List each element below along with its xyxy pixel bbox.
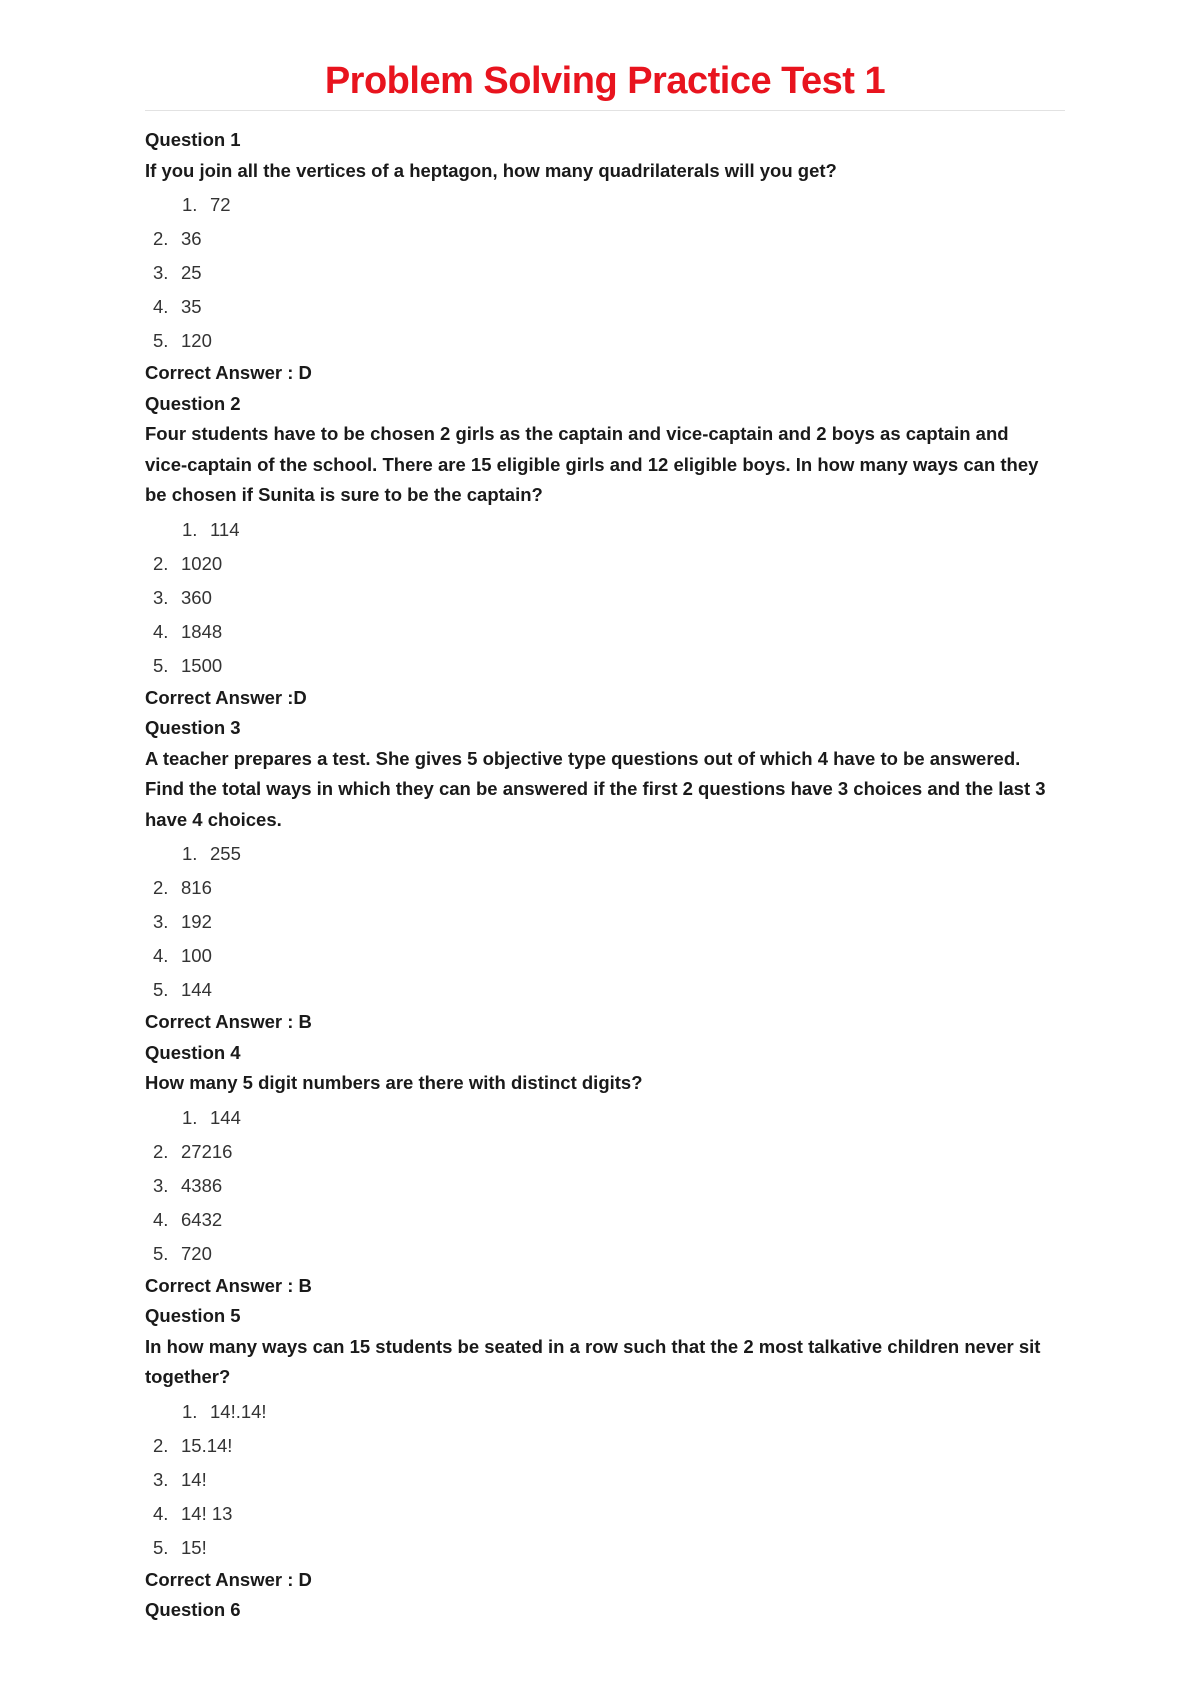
option-item — [145, 837, 1065, 871]
option-value: 72 — [210, 194, 231, 215]
question-label: Question 3 — [145, 717, 241, 738]
option-value: 35 — [181, 296, 202, 317]
option-list — [145, 513, 1065, 683]
option-item — [145, 256, 1065, 290]
option-number: 1. — [182, 843, 198, 864]
question-block — [145, 389, 1065, 714]
option-item — [145, 513, 1065, 547]
option-item — [145, 1497, 1065, 1531]
option-number: 2. — [153, 877, 169, 898]
option-value: 4386 — [181, 1174, 223, 1196]
option-item — [145, 188, 1065, 222]
option-item — [145, 222, 1065, 256]
option-item — [145, 1429, 1065, 1463]
title-divider — [145, 110, 1065, 111]
option-value: 816 — [181, 877, 212, 898]
option-item — [145, 1395, 1065, 1429]
option-item — [145, 973, 1065, 1007]
question-label: Question 4 — [145, 1041, 241, 1063]
option-value: 15! — [181, 1536, 207, 1558]
option-number: 2. — [153, 552, 169, 574]
question-text: How many 5 digit numbers are there with distinct digits? — [145, 1072, 643, 1093]
question-text: Four students have to be chosen 2 girls as the captain and vice-captain and 2 boys as captain and vice-captain of the school. There are 15 eligible girls and 12 eligible boys. In how many ways can they be chosen if Sunita is sure to be the captain? — [145, 423, 1039, 505]
option-item — [145, 871, 1065, 905]
option-list — [145, 1395, 1065, 1565]
option-value: 192 — [181, 911, 212, 932]
option-number: 4. — [153, 620, 169, 642]
option-list — [145, 837, 1065, 1007]
option-number: 4. — [153, 945, 169, 966]
option-number: 5. — [153, 979, 169, 1000]
option-number: 3. — [153, 1468, 169, 1490]
option-number: 1. — [182, 1106, 198, 1128]
option-item — [145, 1169, 1065, 1203]
option-number: 5. — [153, 654, 169, 676]
option-number: 4. — [153, 1208, 169, 1230]
option-item — [145, 324, 1065, 358]
option-number: 1. — [182, 1400, 198, 1422]
correct-answer: Correct Answer : B — [145, 1274, 312, 1296]
question-text: If you join all the vertices of a heptagon, how many quadrilaterals will you get? — [145, 159, 837, 181]
option-value: 14!.14! — [210, 1400, 267, 1422]
option-value: 1848 — [181, 620, 223, 642]
option-number: 4. — [153, 1502, 169, 1524]
option-value: 1020 — [181, 552, 223, 574]
option-item — [145, 1203, 1065, 1237]
option-item — [145, 615, 1065, 649]
option-item — [145, 1135, 1065, 1169]
option-item — [145, 939, 1065, 973]
option-item — [145, 581, 1065, 615]
option-number: 2. — [153, 1434, 169, 1456]
question-text: A teacher prepares a test. She gives 5 objective type questions out of which 4 have to be answered. Find the total ways in which they can be answered if the first 2 questions have 3 choices and the last 3 have 4 choices. — [145, 747, 1046, 830]
option-value: 144 — [210, 1106, 241, 1128]
question-label: Question 2 — [145, 392, 241, 414]
option-value: 6432 — [181, 1208, 223, 1230]
option-number: 1. — [182, 518, 198, 540]
correct-answer: Correct Answer : D — [145, 362, 312, 383]
question-label: Question 5 — [145, 1305, 241, 1326]
correct-answer: Correct Answer :D — [145, 686, 307, 708]
correct-answer: Correct Answer : B — [145, 1011, 312, 1032]
option-list — [145, 1101, 1065, 1271]
option-value: 15.14! — [181, 1434, 233, 1456]
option-value: 27216 — [181, 1140, 233, 1162]
option-list — [145, 188, 1065, 358]
option-number: 2. — [153, 1140, 169, 1162]
option-number: 5. — [153, 1242, 169, 1264]
option-value: 144 — [181, 979, 212, 1000]
option-item — [145, 649, 1065, 683]
option-item — [145, 547, 1065, 581]
correct-answer: Correct Answer : D — [145, 1568, 312, 1590]
option-number: 4. — [153, 296, 169, 317]
option-number: 5. — [153, 1536, 169, 1558]
option-item — [145, 1101, 1065, 1135]
question-block — [145, 713, 1065, 1038]
option-value: 255 — [210, 843, 241, 864]
question-list — [145, 125, 1065, 1595]
option-item — [145, 290, 1065, 324]
option-item — [145, 1463, 1065, 1497]
option-number: 2. — [153, 228, 169, 249]
page-title: Problem Solving Practice Test 1 — [324, 60, 886, 102]
option-number: 3. — [153, 262, 169, 283]
document-page — [145, 56, 1065, 1626]
option-number: 1. — [182, 194, 198, 215]
option-number: 5. — [153, 330, 169, 351]
question-text: In how many ways can 15 students be seated in a row such that the 2 most talkative children never sit together? — [145, 1335, 1041, 1387]
option-value: 360 — [181, 586, 212, 608]
option-item — [145, 905, 1065, 939]
question-label: Question 6 — [145, 1599, 241, 1620]
question-label: Question 1 — [145, 129, 241, 150]
option-value: 114 — [210, 518, 240, 540]
option-value: 1500 — [181, 654, 223, 676]
question-block — [145, 125, 1065, 389]
option-number: 3. — [153, 911, 169, 932]
option-value: 36 — [181, 228, 202, 249]
option-value: 100 — [181, 945, 212, 966]
option-item — [145, 1531, 1065, 1565]
option-value: 25 — [181, 262, 202, 283]
question-block — [145, 1301, 1065, 1595]
option-value: 720 — [181, 1242, 212, 1264]
option-number: 3. — [153, 1174, 169, 1196]
option-number: 3. — [153, 586, 169, 608]
option-value: 120 — [181, 330, 212, 351]
question-block — [145, 1038, 1065, 1302]
option-value: 14! — [181, 1468, 207, 1490]
option-item — [145, 1237, 1065, 1271]
option-value: 14! 13 — [181, 1502, 233, 1524]
